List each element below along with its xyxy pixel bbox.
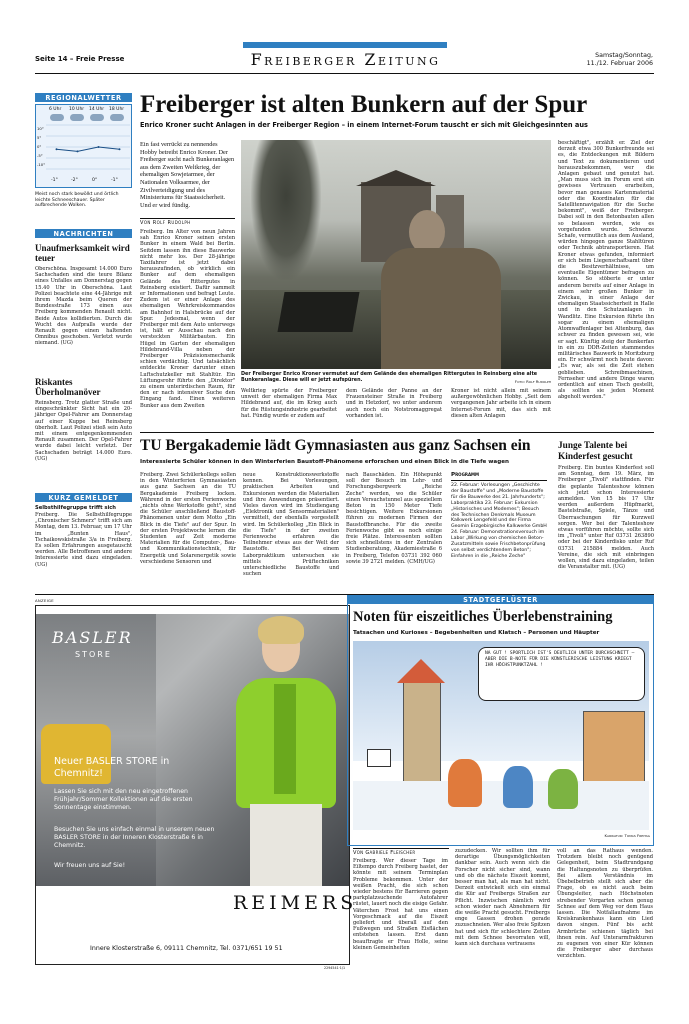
weather-ytick-0: 10° [37, 126, 44, 131]
date-line-1: Samstag/Sonntag, [595, 52, 653, 59]
lead-headline: Freiberger ist alten Bunkern auf der Spur [140, 91, 588, 118]
photo-credit: Foto: Rolf Rudolph [514, 379, 551, 384]
laptop-shape [277, 292, 359, 332]
cloud-icon [90, 114, 104, 121]
stadt-col-1: Freiberg. Wer dieser Tage im Eiltempo durch Freiberg hastet, der könnte mit seinem Terminplan Probleme bekommen. Unter der weißen Pracht, die sich schon wieder bestens für Barrieren gegen parkplatzsuchende Autofahrer rüstet, lauert noch die eisige Gefahr. Väterchen Frost hat uns einen Vorgeschmack auf die Eiszeit geliefert und überall auf den Fußwegen und Straßen Eisflächen entstehen lassen. Erst dann beauftragte er Frau Holle, seine kleinen Gemeinheiten [353, 858, 448, 951]
cartoon-tower [403, 681, 441, 783]
page-number: Seite 14 – Freie Presse [35, 55, 125, 63]
weather-title: REGIONALWETTER [45, 94, 122, 102]
lead-col-2: Weltkrieg spürte der Freiberger unweit der ehemaligen Firma Max Hildebrand auf, die im Krieg auch für die Rüstungsindustrie gearbeitet hat. Fündig wurde er zudem auf [241, 388, 337, 419]
lead-col-4: Kroner ist nicht allein mit seinem außergewöhnlichen Hobby. „Seit dem vergangenen Jahr arbeite ich in einem Internet-Forum mit, das sich mit diesen alten Anlagen [451, 388, 551, 419]
program-rule [451, 480, 547, 481]
weather-time-3: 18 Uhr [109, 107, 125, 112]
cartoon [353, 641, 649, 830]
masthead: Freiberger Zeitung [250, 50, 441, 69]
news-body-1: Oberschöna. Insgesamt 14.000 Euro Sachschaden sind die teure Bilanz eines Unfalles am Donnerstag gegen 15.40 Uhr in Oberschöna. Laut Polizei beachtete eine 44-Jährige mit ihrem Mazda beim Queren der Bundesstraße 173 einen aus Freiberg kommenden Renault nicht. Beide Autos kollidierten. Durch die Wucht des Aufpralls wurde der Renault gegen einen haltenden Omnibus geschoben. Verletzt wurde niemand. (UG) [35, 266, 132, 347]
lead-col-3: dem Gelände der Panne an der Frauensteiner Straße in Freiberg und in Hetzdorf, wo unter anderem auch noch ein Notstromaggregat vorhanden ist. [346, 388, 442, 419]
weather-point [77, 150, 79, 152]
junge-headline: Junge Talente bei Kinderfest gesucht [558, 441, 633, 462]
weather-ytick-2: 0° [37, 144, 42, 149]
ad-para-3: Wir freuen uns auf Sie! [54, 862, 126, 869]
weather-chart [46, 125, 130, 169]
stadt-col-3: voll an das Rathaus wenden. Trotzdem bleibt noch genügend Gelegenheit, beim Stadtrundgang die Haltungsnoten zu überprüfen. Bei allem Verständnis im Übebelbetrieb stellt sich aber die Frage, ob es nicht auch beim Übungsleiter, nach Höchstnoten strebender Vorgarten schon genug Schnee auf dem Weg vor dem Haus lassen. Die Notfallaufnahme im Kreiskrankenhaus kann ein Lied davon singen. Fünf bis acht Armbrüche schienen täglich bei ihnen rein. Auf Unterarmfrakturen zu eugenen von einer Kür können die Freiberger aber durchaus verzichten. [557, 848, 653, 960]
weather-point [119, 148, 121, 150]
weather-temp-0: -1° [51, 178, 58, 183]
ad-brand-top: BASLER [52, 628, 133, 647]
stadt-col-2: zuzudecken. Wir sollten ihm für derartige Übungsmöglichkeiten dankbar sein. Auch wenn sich die Forscher nicht sicher sind, wann und ob die nächste Eiszeit kommt, besser man hat, als man hat nicht. Derzeit entwickelt sich ein einmal die Kür auf Freibergs Straßen zur Pflicht. Inzwischen nämlich wird schon wieder nach Abnehmern für die weiße Pracht gesucht. Freibergs enge Gassen drohen gerade zuzuschneien. Wer also freie Spitzen hat und sich für schlechtere Zeiten mit dem Schnee bevorraten will, kann sich durchaus vertrauens [455, 848, 550, 948]
stadt-title: STADTGEFLÜSTER [463, 596, 538, 604]
tu-col-3: nach Bauschäden. Ein Höhepunkt soll der Besuch im Lehr- und Forschungsbergwerk „Reiche Zeche" werden, wo die Schüler einen Versuchstunnel aus speziellem Beton in 150 Meter Tiefe besichtigen. Weitere Exkursionen führen zu modernen Firmen der Baustoffbranche. Für die zweite Ferienwoche gibt es noch einige freie Plätze. Interessenten sollten sich schnellstens in der Zentralen Studienberatung, Akademiestraße 6 in Freiberg, Telefon 03731 392 060 sowie 39 2721 melden. (CMH/UG) [346, 472, 442, 565]
ad-label: ANZEIGE [35, 598, 54, 603]
date-line-2: 11./12. Februar 2006 [586, 60, 653, 67]
ad-para-2: Besuchen Sie uns einfach einmal in unserem neuen BASLER STORE in der Inneren Klosterstraße 6 in Chemnitz. [54, 826, 215, 849]
cloud-icon [110, 114, 124, 121]
cartoon-figure-2 [503, 766, 533, 808]
ad-code: 2294541·1/1 [324, 966, 346, 970]
cloud-icon [50, 114, 64, 121]
weather-temp-2: 0° [92, 178, 98, 183]
weather-time-1: 10 Uhr [69, 107, 85, 112]
lead-subheadline: Enrico Kroner sucht Anlagen in der Freiberger Region – in einem Internet-Forum tauscht er sich mit Gleichgesinnten aus [140, 121, 588, 129]
weather-temp-3: -1° [111, 178, 118, 183]
stadt-headline: Noten für eiszeitliches Überlebenstraining [353, 609, 613, 625]
cartoon-sign [367, 749, 391, 767]
cartoon-house [583, 711, 645, 783]
kurz-title: KURZ GEMELDET [48, 494, 119, 502]
stadt-byline-rule [353, 848, 449, 849]
ad-address: Innere Klosterstraße 6, 09111 Chemnitz, Tel. 0371/651 19 51 [90, 945, 283, 952]
stadt-byline: Von Gabriele Fleischer [353, 850, 416, 856]
ad-heading-1: Neuer BASLER STORE in [54, 756, 170, 767]
jacket-shadow [274, 684, 296, 794]
weather-time-2: 14 Uhr [89, 107, 105, 112]
woman-hair [258, 616, 304, 644]
cartoon-tower-roof [397, 659, 445, 683]
masthead-bar [243, 42, 447, 48]
lead-col-1: Freiberg. Im Alter von neun Jahren sah Enrico Kroner seinen ersten Bunker in einem Wald bei Berlin. Seitdem lassen ihn diese Bauwerke nicht mehr los. Der 28-jährige Taxifahrer ist jetzt dabei herauszufinden, ob wirklich ein Bunker auf dem ehemaligen Gelände des Rittergutes in Reinsberg existiert. Dafür sammelt er Informationen und befragt Leute. Zudem ist er einer Anlage des ehemaligen Wehrkreiskommandos am Bahnhof in Halsbrücke auf der Spur. Jedesmal, wenn der Freiberger mit dem Auto unterwegs ist, hält er Ausschau nach den versteckten Militärbauten. Ein Hügel im Garten der ehemaligen Hildebrand-Villa neben der Freiberger Präzisionsmechanik schien verdächtig. Und tatsächlich entdeckte Kroner darunter einen Luftschutzkeller mit Stahltür. Ein Lüftungsrohr führte den „Direktor" zu einem unterirdischen Raum, für den er nach intensiver Suche den Eingang fand. Einen weiteren Bunker aus dem Zweiten [140, 229, 235, 409]
cartoon-snow [353, 781, 649, 830]
weather-ytick-3: -5° [37, 153, 43, 158]
mid-rule [140, 432, 654, 433]
trousers [250, 804, 322, 886]
photo-caption: Der Freiberger Enrico Kroner vermutet auf dem Gelände des ehemaligen Rittergutes in Reinsberg eine alte Bunkeranlage. Diese will er jetzt aufspüren. [241, 371, 538, 383]
cartoon-credit: Karikatur: Tomas Freitag [604, 833, 650, 838]
ad-para-1: Lassen Sie sich mit den neu eingetroffenen Frühjahr/Sommer Kollektionen auf die ersten Sonnentage einstimmen. [54, 788, 193, 811]
kurz-headline: Selbsthilfegruppe trifft sich [35, 505, 116, 511]
tu-program-title: Programm [451, 472, 480, 478]
weather-ytick-1: 5° [37, 135, 42, 140]
bunker-photo [241, 140, 551, 369]
weather-temperature-line [57, 147, 120, 151]
tu-col-1: Freiberg. Zwei Schülerkollegs sollen in den Winterferien Gymnasiasten aus ganz Sachsen an die TU Bergakademie Freiberg locken. Während in der ersten Ferienwoche „nichts ohne Werkstoffe geht", sind die Schüler anschließend Baustoff-Phänomenen unter dem Motto „Ein Blick in die Tiefe" auf der Spur. In der ersten Projektwoche lernen die Studenten auf Zeit moderne Materialien für die Computer-, Bau- und Kommunikationstechnik, für Energetik und Solarenergetik sowie verschiedene Sensoren und [140, 472, 236, 565]
lead-col-5: beschäftigt", erzählt er. Ziel der derzeit etwa 300 Bunkerfreunde sei es, die Entdeckungen mit Bildern und Text zu dokumentieren und herauszubekommen, wer die Anlagen gebaut und genutzt hat. „Man muss sich im Forum erst ein gewisses Vertrauen erarbeiten, bevor man genaues Kartenmaterial oder die Koordinaten für die Satellitennavigation für die Suche bekommt", weiß der Freiberger. Dabei soll in den Betonbauten allen so belassen werden, wie es vorgefunden wurde. Schwarze Schafe, vermutlich aus dem Ausland, würden hingegen ganze Stahltüren oder Technik abtransportieren. Hat Kroner etwas gefunden, informiert er sich beim Liegenschaftsamt über die Besitzverhältnisse, um eventuelle Eigentümer befragen zu können. So stöberte er unter anderem bereits auf einer Anlage in einem sehr großen Bunker in Zwickau, in einer Anlage der ehemaligen Staatssicherheit in Halle und in den Schutzanlagen in Wandlitz. Eine Exkursion führte ihn sogar zu einem ehemaligen Atomwaffenlager bei Altenburg, das schwer zu finden gewesen sei, wie er sagt. Künftig steig der Bunkerfan in ein zu DDR-Zeiten stammendes militärisches Bauwerk in Moritzburg ein. Er schwärmt noch heute davon: „Es war, als sei die Zeit stehen geblieben. Schreibmaschinen, Fernseher und andere Dinge waren ordentlich auf einen Tisch gestellt, als sollten sie jeden Moment abgeholt werden." [558, 140, 654, 401]
cloud-icon [70, 114, 84, 121]
cartoon-figure-3 [548, 769, 578, 809]
tu-program: 22. Februar: Vorlesungen „Geschichte der Baustoffe" und „Moderne Baustoffe für die Bauwerke des 21. Jahrhunderts"; Laborpraktika 23. Februar: Exkursion „Historisches und Modernes"; Besuch des Technischen Denkmals Museum Kalkwerk Lengefeld und der Firma Geomin Erzgebirgische Kalkwerke GmbH 24. Februar: Demonstrationsversuch im Labor „Wirkung von chemischen Beton-Zusatzmitteln sowie Frischbetonprüfung von selbst verdichtendem Beton"; Einfahren in die „Reiche Zeche" [451, 483, 547, 559]
byline-rule [140, 218, 235, 219]
tree-shape [251, 140, 321, 280]
weather-text: Meist noch stark bewölkt und örtlich leichte Schneeschauer. Später aufbrechende Wolken. [35, 192, 119, 209]
weather-time-0: 6 Uhr [49, 107, 62, 112]
news-headline-2: Riskantes Überholmanöver [35, 377, 101, 397]
weather-ytick-4: -10° [37, 162, 46, 167]
cartoon-figure-1 [448, 759, 482, 807]
weather-point [56, 148, 58, 150]
header-rule [35, 73, 654, 74]
news-body-2: Reinsberg. Trotz glatter Straße und eingeschränkter Sicht hat ein 20-jähriger Opel-Fahrer am Donnerstag auf einer Kuppe bei Reinsberg überholt. Laut Polizei stieß sein Auto mit einem entgegenkommenden Renault zusammen. Der Opel-Fahrer wurde dabei leicht verletzt. Der Sachschaden beträgt 14.000 Euro. (UG) [35, 400, 132, 462]
weather-point [98, 146, 100, 148]
junge-body: Freiberg. Ein buntes Kinderfest soll am Sonntag, dem 19. März, im Freiberger „Tivoli" stattfinden. Für die geplante Talenteshow können sich jetzt schon Interessierte anmelden. Von 15 bis 17 Uhr werden außerdem Hüpfmarkt, Bastelstraße, Spiele, Tänze und Überraschungen für Kurzweil sorgen. Wer bei der Talenteshow etwas vorführen möchte, sollte sich im „Tivoli" unter Ruf 03731 263890 oder bei der Kinderdisko unter Ruf 03731 215884 melden. Auch Vereine, die sich mit einbringen wollen, sind dazu eingeladen, teilen die Veranstalter mit. (UG) [558, 465, 654, 571]
weather-temp-1: -2° [71, 178, 78, 183]
ad-brand-sub: STORE [75, 650, 112, 659]
building-roof [356, 170, 436, 186]
cartoon-speech: NA GUT ! SPORTLICH IST'S DEUTLICH UNTER DURCHSCHNITT – ABER DIE B-NOTE FÜR DIE KÜNSTLERISCHE LEISTUNG KRIEGT IHR HÖCHSTPUNKTZAHL ! [485, 651, 635, 668]
stadt-subheadline: Tatsachen und Kurioses – Begebenheiten und Klatsch – Personen und Häupter [353, 630, 600, 636]
news-headline-1: Unaufmerksamkeit wird teuer [35, 243, 130, 263]
person-body [381, 248, 501, 369]
tu-headline: TU Bergakademie lädt Gymnasiasten aus ganz Sachsen ein [140, 437, 531, 454]
kurz-body: Freiberg. Die Selbsthilfegruppe „Chronischer Schmerz" trifft sich am Montag, dem 13. Februar, um 17 Uhr im „Bunten Haus", Tschaikowskistraße 3/a in Freiberg. Es sollen Erfahrungen ausgetauscht werden. Alle Betroffenen und andere Interessierte sind dazu eingeladen. (UG) [35, 512, 132, 568]
ad-heading-2: Chemnitz! [54, 768, 103, 779]
lead-intro: Ein fast verrückt zu nennendes Hobby betreibt Enrico Kroner. Der Freiberger sucht nach Bunkeranlagen aus dem Zweiten Weltkrieg, der ehemaligen Sowjetarmee, der Nationalen Volksarmee, der Zivilverteidigung und des Ministeriums für Staatssicherheit. Und er wird fündig. [140, 141, 235, 209]
tu-col-2: neue Konstruktionswerkstoffe kennen. Bei Vorlesungen, praktischen Arbeiten und Exkursionen werden die Materialien und ihre Anwendungen präsentiert. Vieles davon wird im Studiengang „Elektronik und Sensormaterialien" vermittelt, der ebenfalls vorgestellt wird. Im Schülerkolleg „Ein Blick in die Tiefe" in der zweiten Ferienwoche erfahren die Teilnehmer etwas aus der Welt der Baustoffe. Bei einem Laborpraktikum untersuchen sie mittels Prüftechniken unterschiedliche Baustoffe und suchen [243, 472, 339, 578]
lead-byline: Von Rolf Rudolph [140, 220, 191, 226]
ad-logo: REIMERS [233, 892, 358, 914]
news-title: NACHRICHTEN [53, 230, 114, 238]
tu-subheadline: Interessierte Schüler können in den Winterferien Baustoff-Phänomene erforschen und einen Blick in die Tiefe wagen [140, 459, 509, 465]
